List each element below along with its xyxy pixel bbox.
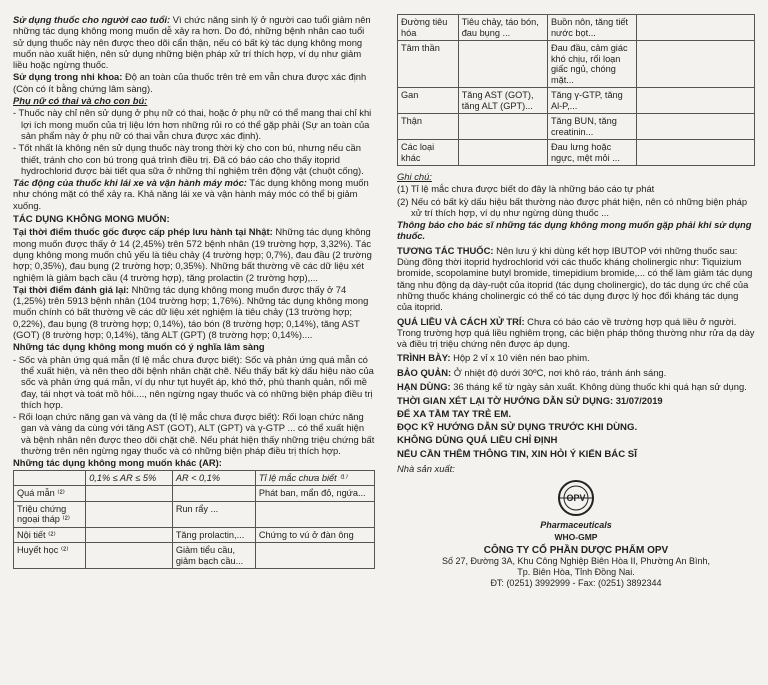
left-column xyxy=(13,14,375,569)
table-cell: Run rẩy ... xyxy=(172,501,255,527)
warning-read: ĐỌC KỸ HƯỚNG DẪN SỬ DỤNG TRƯỚC KHI DÙNG. xyxy=(397,421,638,433)
table-row xyxy=(398,41,755,88)
adr-table-header-cell: AR < 0,1% xyxy=(172,470,255,486)
manufacturer-label: Nhà sản xuất: xyxy=(397,462,455,474)
notes-heading: Ghi chú: xyxy=(397,171,432,182)
serious-adr-heading: Những tác dụng không mong muốn có ý nghĩa lâm sàng xyxy=(13,341,265,353)
table-row xyxy=(14,543,375,569)
table-cell xyxy=(86,486,173,502)
right-column xyxy=(397,14,755,589)
warning-children: ĐỂ XA TẦM TAY TRẺ EM. xyxy=(397,408,512,420)
adr-table xyxy=(13,470,375,570)
table-cell xyxy=(172,486,255,502)
adr-table-caption: Những tác dụng không mong muốn khác (AR): xyxy=(13,457,222,469)
table-row xyxy=(398,114,755,140)
table-cell: Tăng γ-GTP, tăng Al-P,... xyxy=(547,88,636,114)
table-cell: Nội tiết ⁽²⁾ xyxy=(14,527,86,543)
table-cell: Đau lưng hoặc ngực, mệt mỏi ... xyxy=(547,140,636,166)
doctor-notice: Thông báo cho bác sĩ những tác dụng không mong muốn gặp phải khi sử dụng thuốc. xyxy=(397,219,752,242)
table-cell xyxy=(637,15,755,41)
logo-text: OPV xyxy=(566,493,586,504)
table-row xyxy=(398,15,755,41)
warning-dose: KHÔNG DÙNG QUÁ LIỀU CHỈ ĐỊNH xyxy=(397,435,558,447)
driving-paragraph: Tác động của thuốc khi lái xe và vận hành máy móc: Tác dụng không mong muốn như chóng mặt có thể xảy ra. Khả năng lái xe và vận hành máy móc có thể bị giảm xuống. xyxy=(13,177,369,211)
table-cell: Huyết học ⁽²⁾ xyxy=(14,543,86,569)
table-row xyxy=(14,527,375,543)
company-address-1: Số 27, Đường 3A, Khu Công Nghiệp Biên Hòa II, Phường An Bình, xyxy=(441,556,711,567)
table-cell xyxy=(86,527,173,543)
adr-table-header-cell xyxy=(14,470,86,486)
opv-logo-icon xyxy=(546,478,606,518)
table-cell xyxy=(637,41,755,88)
table-cell xyxy=(458,41,547,88)
table-cell: Chứng to vú ở đàn ông xyxy=(255,527,374,543)
table-cell xyxy=(86,501,173,527)
adr-table-header-cell: 0,1% ≤ AR ≤ 5% xyxy=(86,470,173,486)
pregnancy-heading: Phụ nữ có thai và cho con bú: xyxy=(13,95,148,107)
table-cell xyxy=(255,543,374,569)
adr-table-header xyxy=(14,470,375,486)
table-cell xyxy=(86,543,173,569)
table-cell xyxy=(637,140,755,166)
expiry-paragraph: HẠN DÙNG: 36 tháng kể từ ngày sản xuất. Không dùng thuốc khi quá hạn sử dụng. xyxy=(397,381,747,393)
elderly-paragraph: Sử dụng thuốc cho người cao tuổi: Vì chức năng sinh lý ở người cao tuổi giảm nên những tác dụng không mong muốn dễ xảy ra hơn. Do đó, những bệnh nhân cao tuổi sử dụng thuốc này nên được theo dõi cẩn thận, nếu có bất kỳ tác dụng không mong muốn nào xuất hiện, nên sử dụng những biện pháp xử trí thích hợp, ví dụ như giảm liều hoặc ngừng thuốc. xyxy=(13,14,371,71)
table-cell: Triệu chứng ngoại tháp ⁽²⁾ xyxy=(14,501,86,527)
table-row xyxy=(14,501,375,527)
pediatric-paragraph: Sử dụng trong nhi khoa: Độ an toàn của thuốc trên trẻ em vẫn chưa được xác định (Còn có ít bằng chứng lâm sàng). xyxy=(13,71,367,94)
table-row xyxy=(398,88,755,114)
table-cell: Gan xyxy=(398,88,459,114)
table-cell: Tăng AST (GOT), tăng ALT (GPT)... xyxy=(458,88,547,114)
company-phone: ĐT: (0251) 3992999 - Fax: (0251) 3892344 xyxy=(490,578,662,589)
table-cell xyxy=(255,501,374,527)
logo-sub-gmp: WHO-GMP xyxy=(554,531,598,542)
overdose-paragraph: QUÁ LIỀU VÀ CÁCH XỬ TRÍ: Chưa có báo cáo về trường hợp quá liều ở người. Trong trường hợp quá liều nghiêm trọng, các biện pháp thông thường như rửa dạ dày và điều trị triệu chứng nên được áp dụng. xyxy=(397,315,755,350)
table-cell: Buồn nôn, tăng tiết nước bọt... xyxy=(547,15,636,41)
adr-table-header-cell: Tỉ lệ mắc chưa biết ⁽¹⁾ xyxy=(255,470,374,486)
review-date: THỜI GIAN XÉT LẠI TỜ HƯỚNG DẪN SỬ DỤNG: 31/07/2019 xyxy=(397,395,663,407)
table-cell: Tâm thần xyxy=(398,41,459,88)
adr-heading: TÁC DỤNG KHÔNG MONG MUỐN: xyxy=(13,214,170,226)
note-item: (2) Nếu có bất kỳ dấu hiệu bất thường nào được phát hiện, nên có những biện pháp xử trí thích hợp, ví dụ như ngừng dùng thuốc ... xyxy=(397,195,748,218)
table-row xyxy=(14,486,375,502)
table-cell: Tăng BUN, tăng creatinin... xyxy=(547,114,636,140)
serious-adr-item: - Sốc và phản ứng quá mẫn (tỉ lệ mắc chưa được biết): Sốc và phản ứng quá mẫn có thể xuất hiện, và nên theo dõi bệnh nhân chặt chẽ. Nếu thấy bất kỳ dấu hiệu nào của sốc và phản ứng quá mẫn, ví dụ như tụt huyết áp, khó thở, phù thanh quản, nổi mề đay, tái nhợt và toát mồ hôi...., nên ngừng ngay thuốc và có những biện pháp điều trị thích hợp. xyxy=(13,353,374,410)
table-cell: Phát ban, mẩn đỏ, ngứa... xyxy=(255,486,374,502)
company-name: CÔNG TY CỔ PHẦN DƯỢC PHẨM OPV xyxy=(483,545,669,557)
table-cell: Đau đầu, cảm giác khó chịu, rối loạn giấc ngủ, chóng mặt... xyxy=(547,41,636,88)
note-item: (1) Tỉ lệ mắc chưa được biết do đây là những báo cáo tự phát xyxy=(397,183,655,195)
adr-reevaluation-paragraph: Tại thời điểm đánh giá lại: Những tác dụng không mong muốn được thấy ở 74 (1,25%) trên 5913 bệnh nhân (104 trường hợp; 1,76%). Những tác dụng không mong muốn chính có bất thường về các dữ liệu xét nghiệm là tiêu chảy (13 trường hợp; 0,22%), đau bụng (8 trường hợp; 0,14%), táo bón (8 trường hợp; 0,14%), tăng AST (GOT) (8 trường hợp; 0,14%), tăng ALT (GPT) (8 trường hợp; 0,14%).... xyxy=(13,283,369,341)
table-cell xyxy=(458,140,547,166)
table-cell: Tăng prolactin,... xyxy=(172,527,255,543)
adr-japan-paragraph: Tại thời điểm thuốc gốc được cấp phép lưu hành tại Nhật: Những tác dụng không mong muốn được thấy ở 14 (2,45%) trên 572 bệnh nhân (19 trường hợp, 3,32%). Tác dụng không mong muốn chủ yếu là tiêu chảy (4 trường hợp; 0,7%), đau đầu (2 trường hợp; 0,35%), đau bụng (2 trường hợp; 0,35%). Những bất thường về các dữ liệu xét nghiệm là giảm bạch cầu (4 trường hợp), tăng prolactin (2 trường hợp),... xyxy=(13,226,372,283)
serious-adr-item: - Rối loạn chức năng gan và vàng da (tỉ lệ mắc chưa được biết): Rối loạn chức năng gan và vàng da cùng với tăng AST (GOT), ALT (GPT) và γ-GTP ... có thể xuất hiện và bệnh nhân nên được theo dõi chặt chẽ. Nếu phát hiện thấy những triệu chứng bất thường trên nên ngừng ngay thuốc và có những biện pháp điều trị thích hợp. xyxy=(13,411,375,456)
table-cell xyxy=(458,114,547,140)
company-address-2: Tp. Biên Hòa, Tỉnh Đồng Nai. xyxy=(517,567,635,578)
table-cell: Đường tiêu hóa xyxy=(398,15,459,41)
table-cell: Các loại khác xyxy=(398,140,459,166)
table-cell xyxy=(637,114,755,140)
pregnancy-item: - Tốt nhất là không nên sử dụng thuốc này trong thời kỳ cho con bú, nhưng nếu cần thiết, tránh cho con bú trong quá trình điều trị. Đã có báo cáo cho thấy itoprid hydrochlorid được bài tiết qua sữa ở những thí nghiệm trên động vật (chuột cống). xyxy=(13,142,364,176)
table-cell: Quá mẫn ⁽²⁾ xyxy=(14,486,86,502)
table-cell: Giảm tiểu cầu, giảm bạch cầu... xyxy=(172,543,255,569)
presentation-paragraph: TRÌNH BÀY: Hộp 2 vỉ x 10 viên nén bao phim. xyxy=(397,352,590,364)
table-row xyxy=(398,140,755,166)
warning-doctor: NẾU CẦN THÊM THÔNG TIN, XIN HỎI Ý KIẾN BÁC SĨ xyxy=(397,448,637,460)
opv-logo xyxy=(397,478,755,543)
storage-paragraph: BẢO QUẢN: Ở nhiệt độ dưới 30ºC, nơi khô ráo, tránh ánh sáng. xyxy=(397,366,667,378)
adr-table-continued xyxy=(397,14,755,166)
table-cell: Tiêu chảy, táo bón, đau bụng ... xyxy=(458,15,547,41)
table-cell: Thận xyxy=(398,114,459,140)
pregnancy-item: - Thuốc này chỉ nên sử dụng ở phụ nữ có thai, hoặc ở phụ nữ có thể mang thai chỉ khi lợi ích mong muốn của trị liệu lớn hơn những rủi ro có thể gặp phải (Sự an toàn của sản phẩm này ở phụ nữ có thai vẫn chưa được xác định). xyxy=(13,107,372,141)
table-cell xyxy=(637,88,755,114)
logo-sub-pharma: Pharmaceuticals xyxy=(540,520,612,531)
interaction-paragraph: TƯƠNG TÁC THUỐC: Nên lưu ý khi dùng kết hợp IBUTOP với những thuốc sau: Dùng đồng thời itoprid hydrochlorid với các thuốc kháng cholinergic như: Tiquizium bromide, scopolamine butyl bromide, timepidium bromide,... có thể làm giảm tác dụng tăng nhu động dạ dày-ruột của itoprid (tác dụng cholinergic), do tác dụng ức chế của những thuốc kháng cholinergic có thể có tác dụng được lý học đối kháng tác dụng của itoprid. xyxy=(397,244,753,313)
